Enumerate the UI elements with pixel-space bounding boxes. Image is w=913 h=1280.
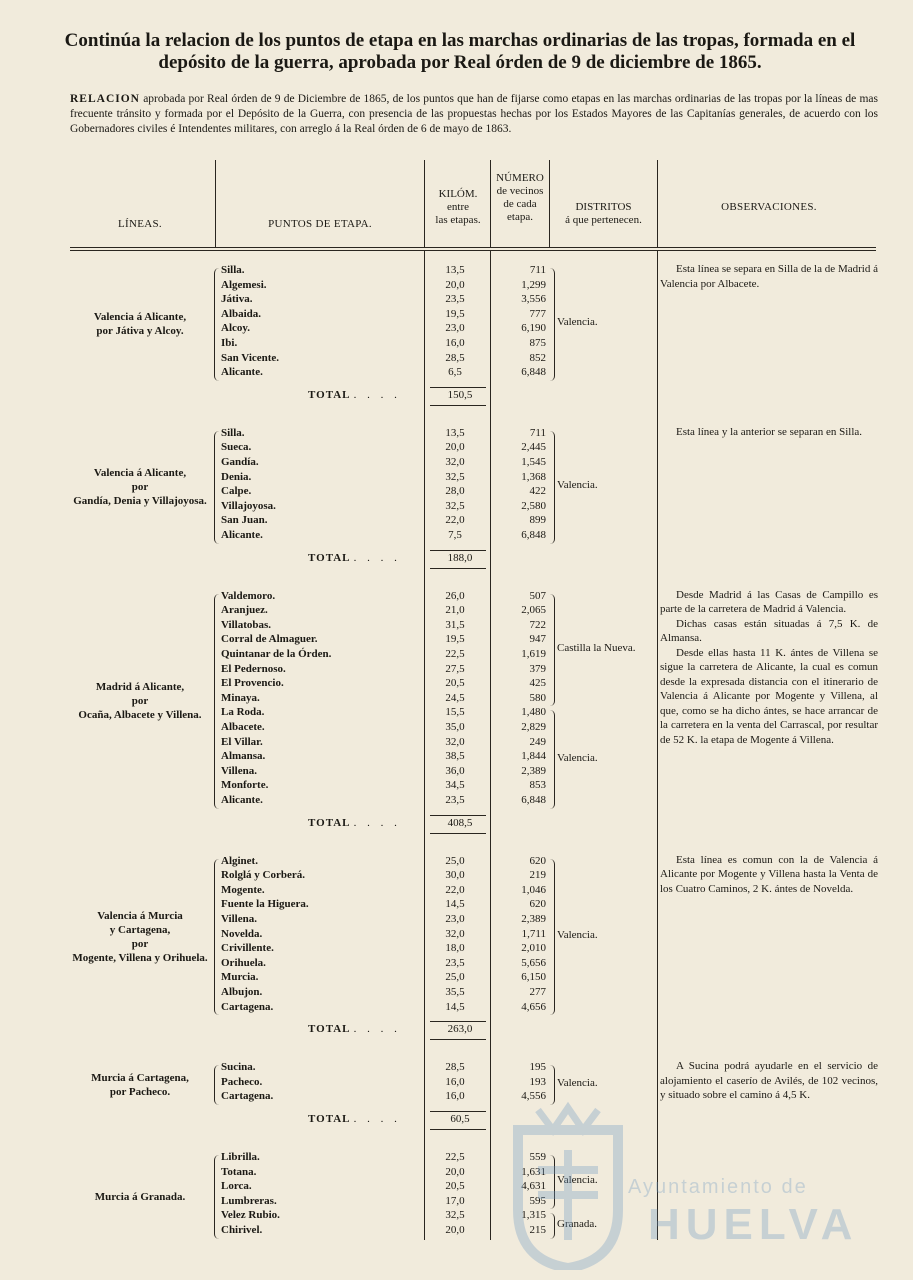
etapa-vecinos: 875: [529, 337, 546, 349]
linea-name: [60, 909, 220, 965]
etapa-vecinos: 425: [529, 677, 546, 690]
etapa-punto: El Provencio.: [221, 677, 284, 690]
etapa-km: 20,5: [445, 677, 465, 690]
linea-name: [60, 1071, 220, 1099]
etapa-vecinos: 215: [529, 1224, 546, 1236]
etapa-km: 16,0: [445, 1075, 465, 1088]
etapa-km: 24,5: [445, 691, 465, 704]
etapa-vecinos: 2,445: [521, 441, 546, 454]
total-label: [308, 1113, 401, 1125]
etapa-punto: Orihuela.: [221, 956, 266, 969]
etapa-vecinos: 559: [529, 1151, 546, 1163]
etapa-punto: Velez Rubio.: [221, 1209, 280, 1222]
total-value: 60,5: [450, 1113, 470, 1125]
etapa-km: 14,5: [445, 898, 465, 911]
crest-icon: [508, 1100, 628, 1270]
linea-line: Valencia á Alicante,: [93, 467, 187, 480]
etapa-km: 22,5: [445, 1151, 465, 1163]
etapa-vecinos: 1,619: [521, 648, 546, 660]
distrito-name: Valencia.: [557, 479, 598, 492]
etapa-km: 6,5: [448, 366, 462, 379]
etapa-vecinos: 620: [529, 854, 546, 867]
total-value: 150,5: [447, 388, 473, 401]
linea-line: Gandía, Denia y Villajoyosa.: [73, 495, 207, 508]
etapa-vecinos: 2,010: [521, 942, 546, 955]
total-rule: [430, 387, 486, 388]
etapa-km: 21,0: [445, 604, 465, 617]
etapa-km: 28,5: [445, 351, 465, 364]
etapa-vecinos: 1,711: [521, 927, 546, 940]
etapa-punto: Monforte.: [221, 779, 269, 792]
etapa-vecinos: 2,580: [521, 499, 546, 512]
linea-line: por Pacheco.: [109, 1086, 171, 1099]
etapa-punto: La Roda.: [221, 706, 265, 719]
etapa-vecinos: 6,190: [521, 322, 546, 335]
etapa-vecinos: 711: [529, 264, 546, 276]
etapa-km: 19,5: [445, 633, 465, 646]
col-rule: [657, 160, 658, 248]
etapa-punto: Alicante.: [221, 794, 263, 806]
etapa-vecinos: 5,656: [521, 956, 546, 969]
etapa-punto: Librilla.: [221, 1151, 260, 1163]
etapa-punto: San Vicente.: [221, 351, 280, 364]
total-dots: . . . .: [353, 1023, 401, 1036]
total-label: [308, 552, 401, 564]
distrito-name: Granada.: [557, 1218, 598, 1230]
total-rule: [430, 1039, 486, 1040]
total-rule: [430, 1111, 486, 1112]
etapa-punto: Ibi.: [221, 337, 238, 349]
etapa-km: 19,5: [445, 307, 465, 320]
etapa-punto: Aranjuez.: [221, 604, 268, 617]
etapa-km: 36,0: [445, 764, 465, 777]
total-dots: . . . .: [353, 551, 401, 564]
etapa-vecinos: 1,299: [521, 278, 546, 291]
etapa-punto: San Juan.: [221, 514, 268, 527]
total-word: TOTAL: [308, 1023, 350, 1036]
etapa-km: 16,0: [445, 1090, 465, 1103]
observacion-paragraph: Esta línea se separa en Silla de la de Madrid á Valencia por Albacete.: [660, 263, 878, 290]
etapa-km: 32,0: [445, 735, 465, 748]
etapa-vecinos: 4,631: [521, 1180, 546, 1193]
etapa-vecinos: 1,844: [521, 750, 546, 763]
etapa-punto: Villatobas.: [221, 618, 272, 631]
header-km: KILÓM. entre las etapas.: [435, 188, 481, 226]
observacion-paragraph: Desde Madrid á las Casas de Campillo es parte de la carretera de Madrid á Valencia.: [660, 588, 878, 616]
total-rule: [430, 405, 486, 406]
etapa-km: 20,5: [445, 1180, 465, 1193]
etapa-km: 32,5: [445, 499, 465, 512]
etapa-punto: Cartagena.: [221, 1090, 274, 1103]
distrito-name: Valencia.: [557, 751, 598, 764]
total-label: [308, 1023, 401, 1035]
etapa-km: 27,5: [445, 662, 465, 675]
etapa-punto: Albujon.: [221, 986, 263, 998]
etapa-punto: Mogente.: [221, 883, 265, 896]
distrito-name: Valencia.: [557, 1174, 598, 1187]
etapa-vecinos: 422: [529, 485, 546, 498]
observacion-text: [660, 853, 878, 897]
observacion-text: [660, 425, 878, 440]
linea-line: Valencia á Murcia: [97, 909, 183, 922]
etapa-vecinos: 2,829: [521, 721, 546, 733]
etapa-km: 32,5: [445, 1209, 465, 1222]
etapa-vecinos: 195: [529, 1061, 546, 1074]
etapa-km: 13,5: [445, 264, 465, 276]
linea-name: [60, 1190, 220, 1204]
total-rule: [430, 1129, 486, 1130]
etapa-vecinos: 193: [529, 1075, 546, 1088]
etapa-vecinos: 620: [529, 898, 546, 911]
etapa-km: 28,5: [445, 1061, 465, 1074]
etapa-punto: Cartagena.: [221, 1000, 274, 1013]
etapa-vecinos: 249: [529, 735, 546, 748]
etapa-punto: Totana.: [221, 1165, 257, 1178]
total-dots: . . . .: [353, 816, 401, 829]
etapa-vecinos: 722: [529, 618, 546, 631]
linea-line: y Cartagena,: [109, 923, 171, 936]
etapa-punto: Quintanar de la Órden.: [221, 648, 332, 660]
total-rule: [430, 815, 486, 816]
observacion-paragraph: Esta línea y la anterior se separan en Silla.: [676, 425, 863, 438]
etapa-vecinos: 6,848: [521, 529, 546, 541]
total-value: 408,5: [447, 816, 473, 829]
total-label: [308, 389, 401, 401]
etapa-punto: Calpe.: [221, 485, 252, 498]
etapa-vecinos: 4,556: [521, 1090, 546, 1103]
distrito-brace: [549, 594, 555, 707]
linea-line: Ocaña, Albacete y Villena.: [78, 709, 202, 722]
etapa-km: 20,0: [445, 1224, 465, 1236]
etapa-punto: Albacete.: [221, 721, 265, 733]
etapa-km: 20,0: [445, 441, 465, 454]
etapa-km: 23,5: [445, 293, 465, 306]
etapa-km: 32,0: [445, 456, 465, 468]
etapa-vecinos: 277: [529, 986, 546, 998]
etapa-km: 22,5: [445, 648, 465, 660]
etapa-punto: El Villar.: [221, 735, 263, 748]
etapa-punto: Alicante.: [221, 366, 263, 379]
etapa-km: 14,5: [445, 1000, 465, 1013]
etapa-km: 20,0: [445, 278, 465, 291]
total-dots: . . . .: [353, 388, 401, 401]
total-dots: . . . .: [353, 1113, 401, 1125]
etapa-vecinos: 852: [529, 351, 546, 364]
etapa-punto: Corral de Almaguer.: [221, 633, 318, 646]
total-rule: [430, 550, 486, 551]
col-rule: [424, 160, 425, 248]
etapa-punto: Silla.: [221, 426, 245, 439]
distrito-brace: [549, 431, 555, 544]
distrito-name: Valencia.: [557, 1077, 598, 1090]
etapa-km: 25,0: [445, 854, 465, 867]
etapa-vecinos: 947: [529, 633, 546, 646]
etapa-punto: Minaya.: [221, 691, 260, 704]
etapa-km: 34,5: [445, 779, 465, 792]
linea-line: Madrid á Alicante,: [95, 681, 185, 694]
etapa-punto: Alcoy.: [221, 322, 251, 335]
etapa-km: 30,0: [445, 869, 465, 882]
etapa-vecinos: 379: [529, 662, 546, 675]
header-rule: [70, 247, 876, 248]
total-rule: [430, 1021, 486, 1022]
distrito-brace: [549, 859, 555, 1016]
etapa-vecinos: 219: [529, 869, 546, 882]
total-value: 263,0: [447, 1023, 473, 1036]
etapa-km: 23,0: [445, 322, 465, 335]
total-label: [308, 817, 401, 829]
header-rule: [70, 250, 876, 251]
etapa-punto: Pacheco.: [221, 1075, 263, 1088]
etapa-vecinos: 507: [529, 589, 546, 602]
header-distritos: DISTRITOS á que pertenecen.: [565, 201, 642, 226]
etapa-punto: Villena.: [221, 913, 257, 925]
etapa-vecinos: 899: [529, 514, 546, 527]
etapa-punto: Valdemoro.: [221, 589, 276, 602]
observacion-text: [660, 588, 878, 748]
col-rule: [215, 160, 216, 248]
etapa-punto: Lorca.: [221, 1180, 252, 1193]
distrito-name: Valencia.: [557, 928, 598, 941]
ayuntamiento-watermark: [508, 1100, 888, 1270]
etapa-punto: Sucina.: [221, 1061, 256, 1074]
etapa-km: 38,5: [445, 750, 465, 763]
etapa-km: 7,5: [448, 529, 462, 541]
distrito-brace: [549, 268, 555, 381]
etapa-punto: Albaida.: [221, 307, 262, 320]
header-vecinos: NÚMERO de vecinos de cada etapa.: [496, 172, 544, 223]
etapa-punto: Silla.: [221, 264, 245, 276]
page-title: Continúa la relacion de los puntos de etapa en las marchas ordinarias de las tropas, formada en el depósito de la guerra, aprobada por Real órden de 9 de diciembre de 1865.: [64, 30, 856, 73]
etapa-punto: Algemesi.: [221, 278, 267, 291]
linea-line: Murcia á Cartagena,: [91, 1072, 189, 1085]
linea-line: Valencia á Alicante,: [93, 311, 187, 324]
etapa-vecinos: 2,065: [521, 604, 546, 617]
etapa-vecinos: 595: [529, 1194, 546, 1207]
observacion-paragraph: Desde ellas hasta 11 K. ántes de Villena se sigue la carretera de Alicante, la cual es comun desde la expresada distancia con el itinerario de Valencia á Alicante por Mogente y Villena, al que, como se ha dicho ántes, se hace arrancar de la carretera en la venta del Carrascal, por resultar de 52 K. la etapa de Mogente á Villena.: [660, 646, 878, 746]
etapa-vecinos: 6,150: [521, 971, 546, 984]
observacion-text: [660, 1059, 878, 1103]
etapa-vecinos: 1,631: [521, 1165, 546, 1178]
total-value: 188,0: [447, 551, 473, 564]
etapa-km: 15,5: [445, 706, 465, 719]
etapa-punto: Novelda.: [221, 927, 263, 940]
etapa-punto: Alicante.: [221, 529, 263, 541]
etapa-km: 13,5: [445, 426, 465, 439]
etapa-vecinos: 1,545: [521, 456, 546, 468]
observacion-paragraph: Dichas casas están situadas á 7,5 K. de Almansa.: [660, 617, 878, 645]
etapa-punto: Játiva.: [221, 293, 253, 306]
etapa-vecinos: 2,389: [521, 913, 546, 925]
etapa-vecinos: 711: [529, 426, 546, 439]
etapa-km: 35,5: [445, 986, 465, 998]
etapa-km: 22,0: [445, 514, 465, 527]
etapa-km: 26,0: [445, 589, 465, 602]
linea-name: [60, 466, 220, 508]
watermark-line2: HUELVA: [648, 1200, 859, 1249]
etapa-punto: Rolglá y Corberá.: [221, 869, 306, 882]
etapa-punto: Villajoyosa.: [221, 499, 276, 512]
distrito-brace: [549, 1065, 555, 1105]
observacion-text: [660, 262, 878, 291]
etapa-km: 35,0: [445, 721, 465, 733]
col-rule: [424, 250, 425, 1240]
etapa-vecinos: 6,848: [521, 794, 546, 806]
etapa-km: 25,0: [445, 971, 465, 984]
etapa-vecinos: 4,656: [521, 1000, 546, 1013]
watermark-line1: Ayuntamiento de: [628, 1176, 808, 1198]
distrito-name: Castilla la Nueva.: [557, 642, 636, 654]
etapa-km: 17,0: [445, 1194, 465, 1207]
etapa-km: 23,5: [445, 956, 465, 969]
etapa-punto: Fuente la Higuera.: [221, 898, 309, 911]
etapa-punto: Murcia.: [221, 971, 259, 984]
total-word: TOTAL: [308, 388, 350, 401]
etapa-punto: Gandía.: [221, 456, 259, 468]
distrito-name: Valencia.: [557, 316, 598, 329]
etapa-punto: Lumbreras.: [221, 1194, 277, 1207]
etapa-punto: Almansa.: [221, 750, 266, 763]
header-puntos: PUNTOS DE ETAPA.: [268, 218, 372, 230]
linea-line: Mogente, Villena y Orihuela.: [72, 951, 208, 964]
linea-line: Murcia á Granada.: [94, 1190, 186, 1203]
etapa-vecinos: 777: [529, 307, 546, 320]
linea-name: [60, 680, 220, 722]
intro-text: aprobada por Real órden de 9 de Diciembre de 1865, de los puntos que han de fijarse como etapas en las marchas ordinarias de las tropas por la líneas de mas frecuente tránsito y formada por el Depósito de la Guerra, con presencia de las propuestas hechas por los Estados Mayores de las Capitanías generales, de acuerdo con los Gobernadores civiles é Intendentes militares, con arreglo á la Real órden de 6 de mayo de 1863.: [70, 93, 879, 135]
etapa-punto: Villena.: [221, 764, 257, 777]
etapa-km: 32,0: [445, 927, 465, 940]
intro-paragraph: [70, 92, 878, 137]
etapa-vecinos: 1,480: [521, 706, 546, 719]
etapa-punto: Denia.: [221, 470, 252, 483]
total-word: TOTAL: [308, 816, 350, 829]
distrito-brace: [549, 710, 555, 808]
etapa-vecinos: 2,389: [521, 764, 546, 777]
etapa-km: 23,0: [445, 913, 465, 925]
etapa-vecinos: 853: [529, 779, 546, 792]
etapa-punto: Alginet.: [221, 854, 258, 867]
etapa-km: 23,5: [445, 794, 465, 806]
col-rule: [657, 250, 658, 1240]
total-word: TOTAL: [308, 551, 350, 564]
observacion-paragraph: Esta línea es comun con la de Valencia á Alicante por Mogente y Villena hasta la Venta de los Cuatro Caminos, 2 K. ántes de Novelda.: [660, 853, 878, 895]
etapa-punto: Chirivel.: [221, 1224, 263, 1236]
total-rule: [430, 568, 486, 569]
header-observaciones: OBSERVACIONES.: [721, 201, 817, 213]
etapa-km: 32,5: [445, 470, 465, 483]
observacion-paragraph: A Sucina podrá ayudarle en el servicio de alojamiento el caserío de Avilés, de 102 vecinos, y situado sobre el camino á 4,5 K.: [660, 1060, 878, 1102]
linea-line: por: [131, 937, 149, 950]
etapa-km: 18,0: [445, 942, 465, 955]
etapa-vecinos: 1,315: [521, 1209, 546, 1222]
linea-line: por Játiva y Alcoy.: [96, 325, 184, 338]
etapa-punto: El Pedernoso.: [221, 662, 286, 675]
etapa-km: 31,5: [445, 618, 465, 631]
etapa-km: 28,0: [445, 485, 465, 498]
etapa-vecinos: 6,848: [521, 366, 546, 379]
etapa-km: 22,0: [445, 883, 465, 896]
linea-line: por: [131, 481, 149, 494]
linea-name: [60, 310, 220, 338]
intro-first-word: RELACION: [70, 93, 140, 105]
etapa-vecinos: 580: [529, 691, 546, 704]
linea-line: por: [131, 695, 149, 708]
etapa-km: 20,0: [445, 1165, 465, 1178]
etapa-km: 16,0: [445, 337, 465, 349]
total-rule: [430, 833, 486, 834]
total-word: TOTAL: [308, 1113, 350, 1125]
etapa-vecinos: 3,556: [521, 293, 546, 306]
col-rule: [490, 250, 491, 1240]
etapa-vecinos: 1,046: [521, 883, 546, 896]
etapa-vecinos: 1,368: [521, 470, 546, 483]
etapa-punto: Sueca.: [221, 441, 252, 454]
header-lineas: LÍNEAS.: [118, 218, 162, 230]
etapa-punto: Crivillente.: [221, 942, 274, 955]
